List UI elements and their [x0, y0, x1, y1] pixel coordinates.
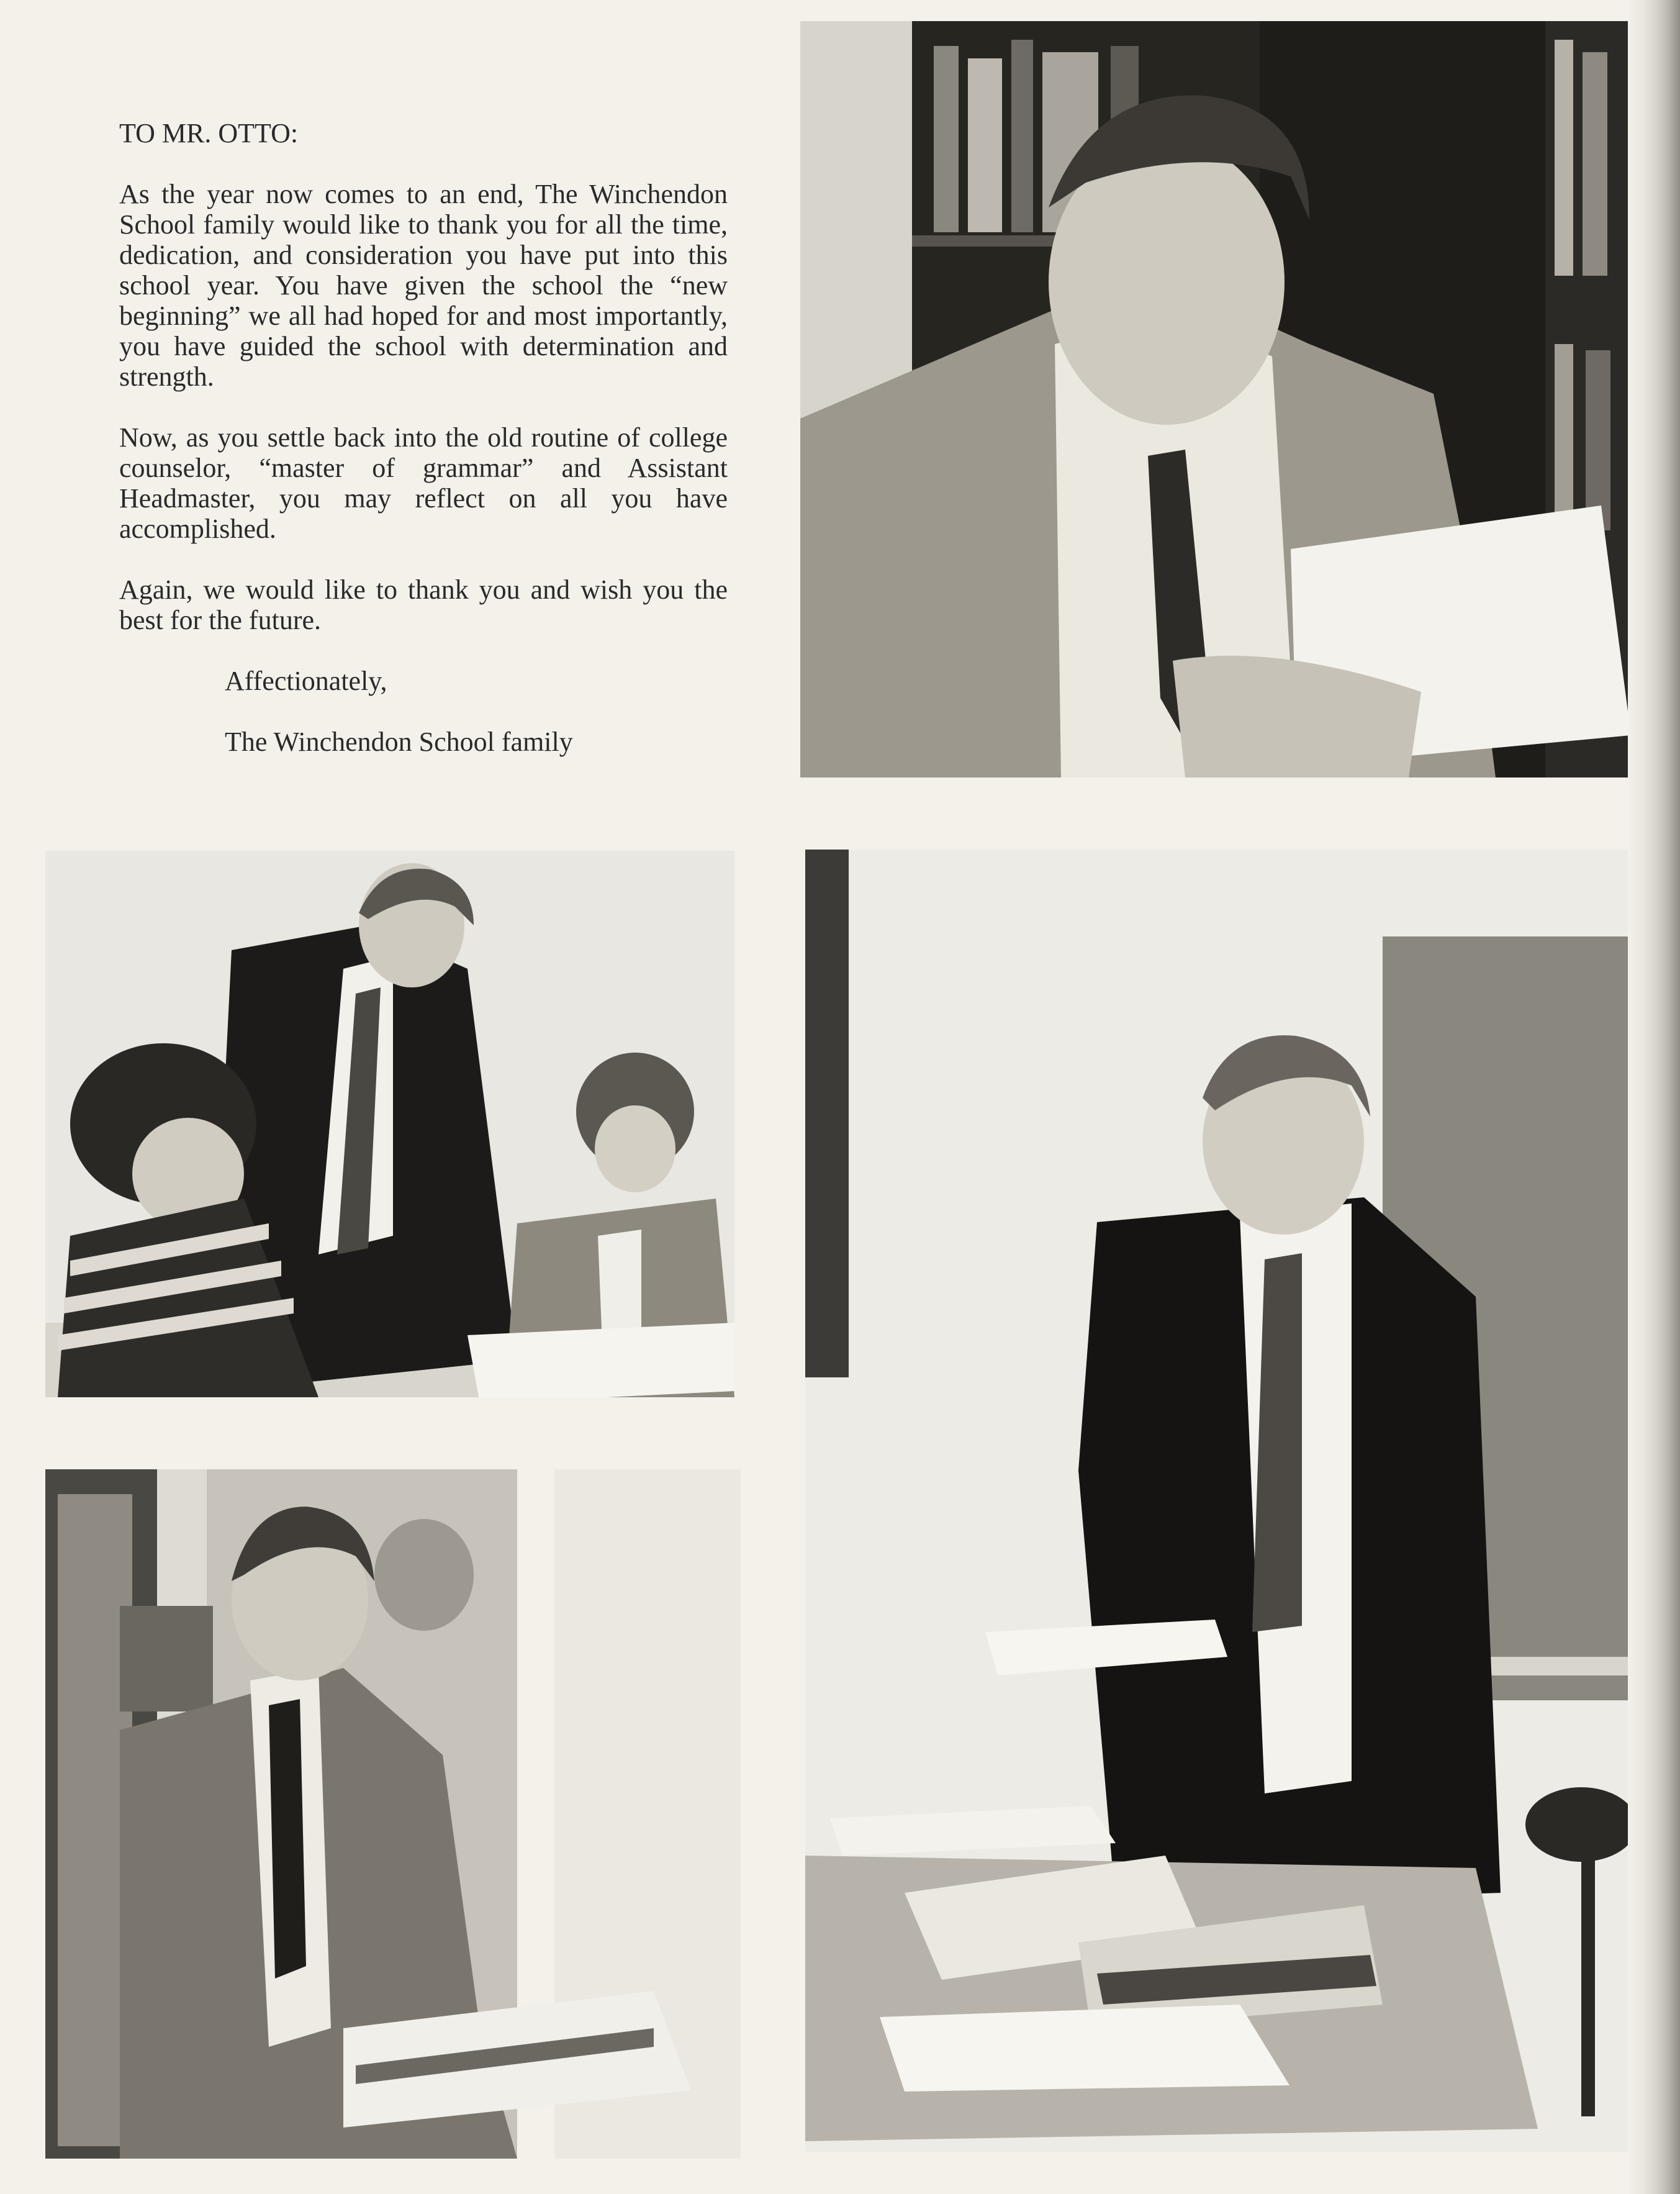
photo-man-holding-papers-at-table	[805, 850, 1635, 2152]
photo-man-reading-papers	[800, 21, 1631, 777]
letter-paragraph-2: Now, as you settle back into the old routine of college counselor, “master of grammar” and Assistant Headmaster, you may reflect on all you have accomplished.	[119, 422, 728, 544]
binding-edge	[1628, 0, 1680, 2194]
letter-signature: The Winchendon School family	[225, 727, 573, 757]
photo-man-smiling-at-desk	[45, 1469, 741, 2159]
letter-paragraph-3: Again, we would like to thank you and wish you the best for the future.	[119, 574, 728, 635]
photo-teacher-with-students	[45, 851, 734, 1397]
letter-salutation: TO MR. OTTO:	[119, 118, 299, 148]
letter-paragraph-1: As the year now comes to an end, The Winchendon School family would like to thank you for all the time, dedication, and consideration you have put into this school year. You have given the school the “new beginning” we all had hoped for and most importantly, you have guided the school with determination and strength.	[119, 179, 728, 392]
dedication-letter	[119, 118, 728, 757]
letter-closing: Affectionately,	[225, 666, 387, 696]
